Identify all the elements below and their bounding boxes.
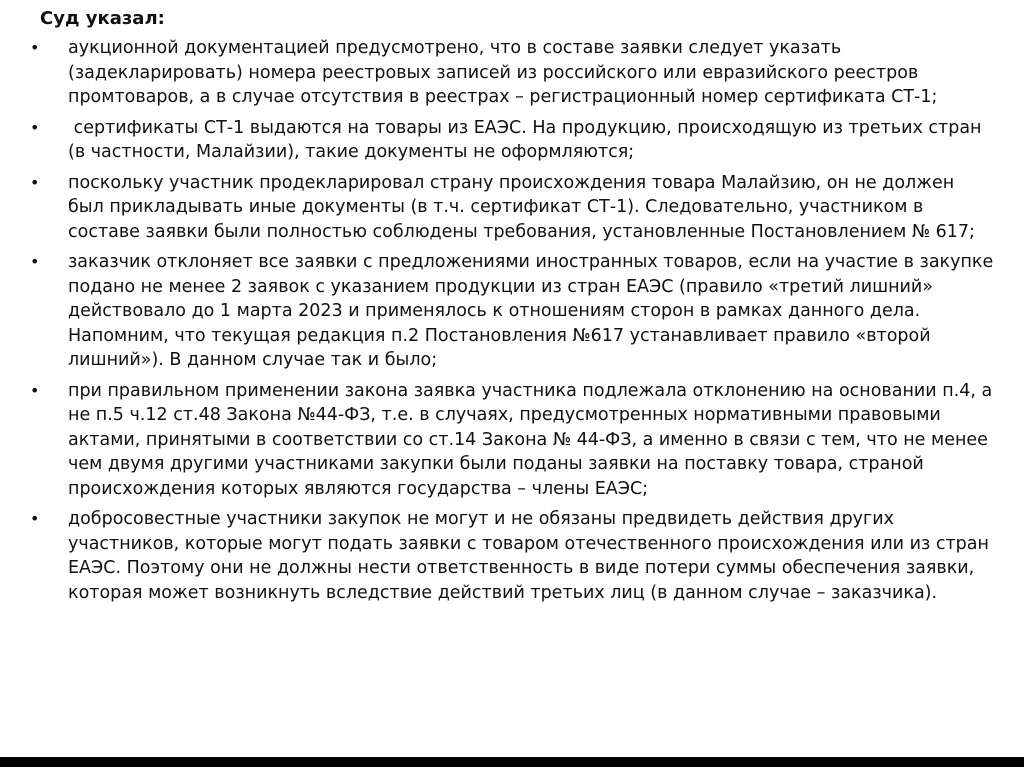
- bullet-text: сертификаты СТ-1 выдаются на товары из ЕАЭС. На продукцию, происходящую из третьих стран (в частности, Малайзии), такие документы не оформляются;: [68, 117, 988, 162]
- bullet-icon: •: [30, 252, 40, 271]
- bullet-text: заказчик отклоняет все заявки с предложениями иностранных товаров, если на участие в закупке подано не менее 2 заявок с указанием продукции из стран ЕАЭС (правило «третий лишний» действовало до 1 марта 2023 и применялось к отношениям сторон в рамках данного дела. Напомним, что текущая редакция п.2 Постановления №617 устанавливает правило «второй лишний»). В данном случае так и было;: [68, 252, 994, 370]
- bullet-item: [30, 379, 994, 502]
- bullet-text: поскольку участник продекларировал страну происхождения товара Малайзию, он не должен был прикладывать иные документы (в т.ч. сертификат СТ-1). Следовательно, участником в составе заявки были полностью соблюдены требования, установленные Постановлением № 617;: [68, 172, 975, 242]
- bullet-text: при правильном применении закона заявка участника подлежала отклонению на основании п.4, а не п.5 ч.12 ст.48 Закона №44-ФЗ, т.е. в случаях, предусмотренных нормативными правовыми актами, принятыми в соответствии со ст.14 Закона № 44-ФЗ, а именно в связи с тем, что не менее чем двумя другими участниками закупки были поданы заявки на поставку товара, страной происхождения которых являются государства – члены ЕАЭС;: [68, 380, 993, 499]
- bullet-icon: •: [30, 509, 40, 528]
- bullet-item: [30, 116, 994, 165]
- bullet-text: добросовестные участники закупок не могут и не обязаны предвидеть действия других участников, которые могут подать заявки с товаром отечественного происхождения или из стран ЕАЭС. Поэтому они не должны нести ответственность в виде потери суммы обеспечения заявки, которая может возникнуть вследствие действий третьих лиц (в данном случае – заказчика).: [68, 509, 989, 603]
- bullet-item: [30, 250, 994, 373]
- bullet-icon: •: [30, 117, 40, 137]
- bullet-item: [30, 507, 994, 605]
- bullet-text: аукционной документацией предусмотрено, что в составе заявки следует указать (задекларировать) номера реестровых записей из российского или евразийского реестров промтоваров, а в случае отсутствия в реестрах – регистрационный номер сертификата СТ-1;: [68, 38, 938, 107]
- bullet-list: [30, 36, 994, 611]
- bullet-icon: •: [30, 380, 40, 400]
- bullet-item: [30, 171, 994, 245]
- bullet-icon: •: [30, 172, 40, 192]
- bullet-item: [30, 36, 994, 110]
- slide-heading: Суд указал:: [40, 8, 165, 29]
- bullet-icon: •: [30, 38, 40, 57]
- bottom-divider: [0, 757, 1024, 767]
